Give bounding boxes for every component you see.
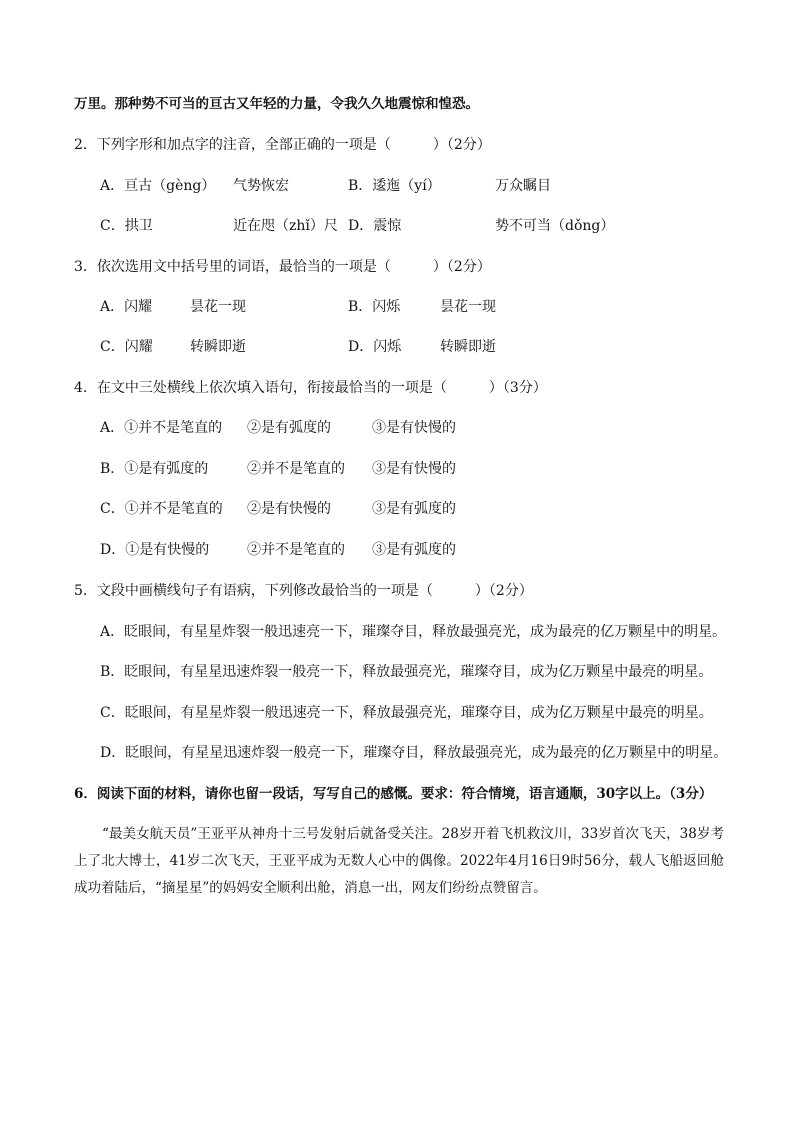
q4-option-d-part2: ②并不是笔直的 (247, 542, 345, 558)
q4-option-d-part1: D．①是有快慢的 (100, 542, 210, 558)
q3-option-d-label: D．闪烁 (348, 339, 402, 355)
q4-stem: 4．在文中三处横线上依次填入语句，衔接最恰当的一项是（ ）（3分） (74, 380, 547, 396)
q3-option-d-word2: 转瞬即逝 (440, 339, 496, 355)
intro-tail-text: 万里。那种势不可当的亘古又年轻的力量，令我久久地震惊和惶恐。 (74, 96, 479, 112)
q6-stem: 6．阅读下面的材料，请你也留一段话，写写自己的感慨。要求：符合情境，语言通顺，30字以上。（3分） (74, 786, 713, 802)
q5-option-b: B．眨眼间，有星星迅速炸裂一般亮一下，释放最强亮光，璀璨夺目，成为亿万颗星中最亮的明星。 (100, 664, 713, 680)
q4-option-b-part2: ②并不是笔直的 (247, 461, 345, 477)
q4-option-c-part1: C．①并不是笔直的 (100, 501, 223, 517)
q2-option-c-label: C．拱卫 (100, 218, 153, 234)
q2-option-b-label: B．逶迤（yí） (348, 178, 441, 194)
q6-material-paragraph: “最美女航天员”王亚平从神舟十三号发射后就备受关注。28岁开着飞机救汶川，33岁首次飞天，38岁考上了北大博士，41岁二次飞天，王亚平成为无数人心中的偶像。2022年4月16日9时56分，载人飞船返回舱成功着陆后，“摘星星”的妈妈安全顺利出舱，消息一出，网友们纷纷点赞留言。 (74, 826, 724, 896)
q3-option-b-label: B．闪烁 (348, 299, 401, 315)
q4-option-a-part2: ②是有弧度的 (247, 420, 331, 436)
q4-option-b-part3: ③是有快慢的 (372, 461, 456, 477)
q4-option-c-part3: ③是有弧度的 (372, 501, 456, 517)
q5-stem: 5．文段中画横线句子有语病，下列修改最恰当的一项是（ ）（2分） (74, 583, 533, 599)
q4-option-b-part1: B．①是有弧度的 (100, 461, 209, 477)
q4-option-a-part1: A．①并不是笔直的 (100, 420, 223, 436)
q4-option-d-part3: ③是有弧度的 (372, 542, 456, 558)
q5-option-c: C．眨眼间，有星星炸裂一般迅速亮一下，释放最强亮光，璀璨夺目，成为亿万颗星中最亮的明星。 (100, 705, 713, 721)
q2-option-b-word2: 万众瞩目 (495, 178, 551, 194)
q3-option-a-label: A．闪耀 (100, 299, 153, 315)
q3-option-c-word2: 转瞬即逝 (190, 339, 246, 355)
q2-option-d-label: D．震惊 (348, 218, 402, 234)
q2-option-d-word2: 势不可当（dǒng） (495, 218, 615, 234)
q5-option-a: A．眨眼间，有星星炸裂一般迅速亮一下，璀璨夺目，释放最强亮光，成为最亮的亿万颗星中的明星。 (100, 624, 727, 640)
q3-option-c-label: C．闪耀 (100, 339, 153, 355)
q3-option-b-word2: 昙花一现 (440, 299, 496, 315)
q2-option-a-word2: 气势恢宏 (233, 178, 289, 194)
q2-stem: 2．下列字形和加点字的注音，全部正确的一项是（ ）（2分） (74, 137, 491, 153)
q4-option-c-part2: ②是有快慢的 (247, 501, 331, 517)
q5-option-d: D．眨眼间，有星星迅速炸裂一般亮一下，璀璨夺目，释放最强亮光，成为最亮的亿万颗星中的明星。 (100, 745, 728, 761)
q3-stem: 3．依次选用文中括号里的词语，最恰当的一项是（ ）（2分） (74, 259, 491, 275)
q2-option-a-label: A．亘古（gèng） (100, 178, 216, 194)
q4-option-a-part3: ③是有快慢的 (372, 420, 456, 436)
q3-option-a-word2: 昙花一现 (190, 299, 246, 315)
q2-option-c-word2: 近在咫（zhǐ）尺 (233, 218, 338, 234)
